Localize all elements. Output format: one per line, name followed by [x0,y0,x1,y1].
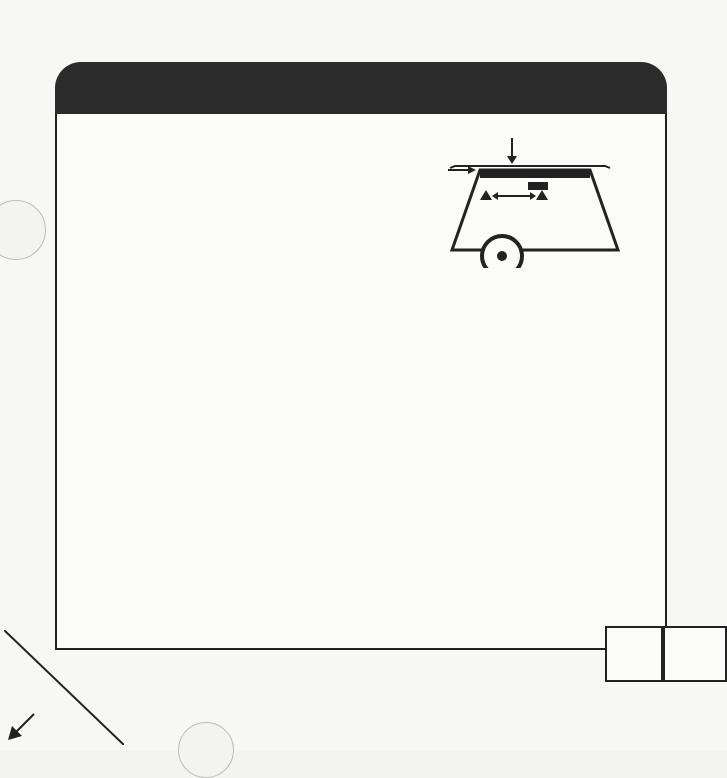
windscreen-diagram-icon [440,138,630,268]
revenue-banner [55,62,667,114]
month-box-1 [605,626,663,682]
punch-hole-left [0,200,46,260]
peel-off-corner [4,630,124,745]
month-box-2 [663,626,727,682]
punch-hole-bottom [178,722,234,778]
